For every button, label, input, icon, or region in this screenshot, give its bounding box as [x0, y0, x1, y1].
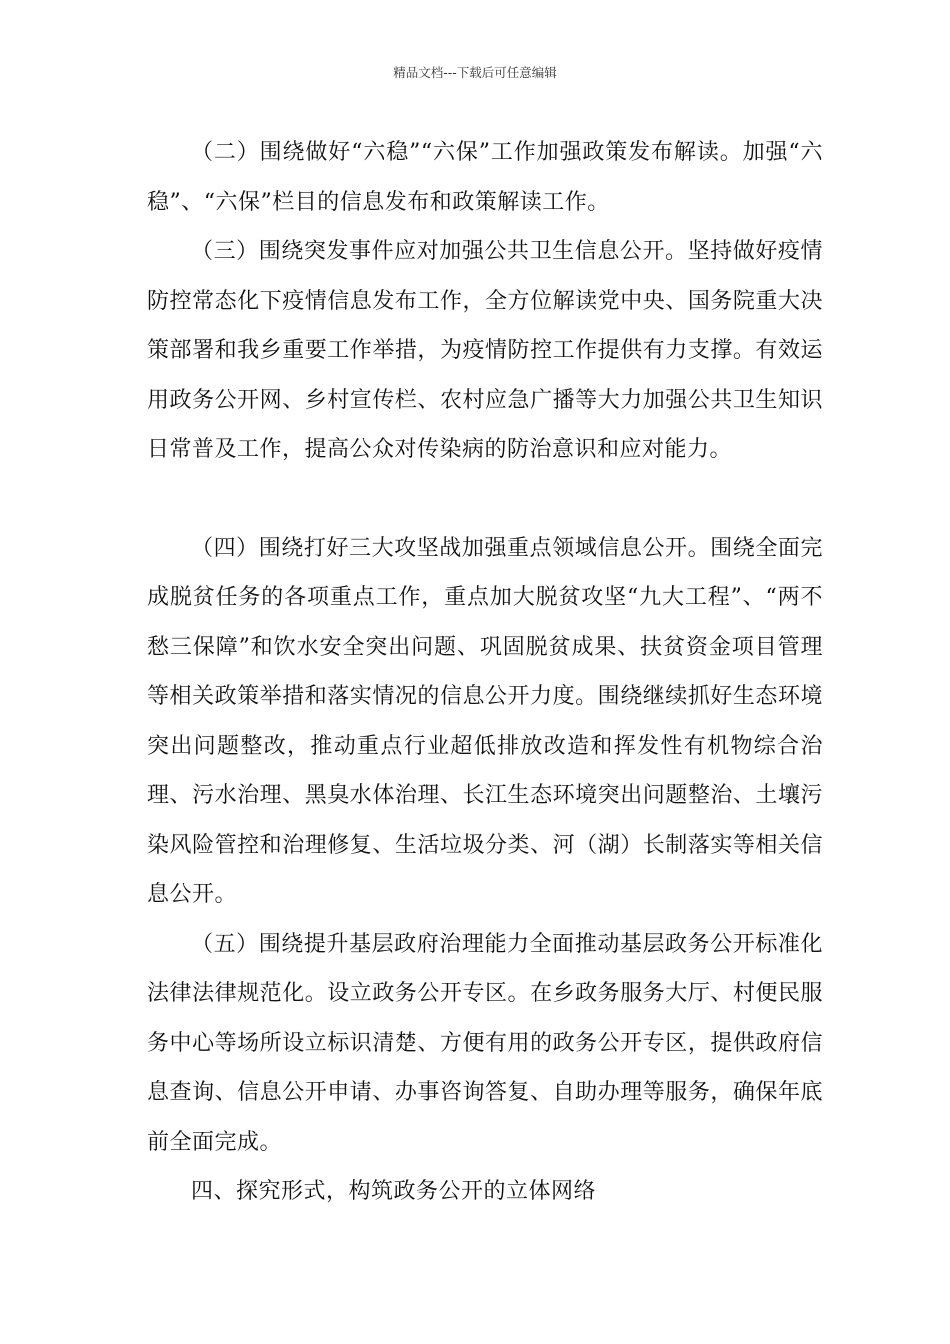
- paragraph-section-4: （四）围绕打好三大攻坚战加强重点领域信息公开。围绕全面完成脱贫任务的各项重点工作，重点加大脱贫攻坚“九大工程”、“两不愁三保障”和饮水安全突出问题、巩固脱贫成果、扶贫资金项目管理等相关政策举措和落实情况的信息公开力度。围绕继续抓好生态环境突出问题整改，推动重点行业超低排放改造和挥发性有机物综合治理、污水治理、黑臭水体治理、长江生态环境突出问题整治、土壤污染风险管控和治理修复、生活垃圾分类、河（湖）长制落实等相关信息公开。: [147, 535, 823, 907]
- document-body: [147, 128, 823, 1217]
- header-note: 精品文档---下载后可任意编辑: [393, 65, 557, 80]
- paragraph-section-3: （三）围绕突发事件应对加强公共卫生信息公开。坚持做好疫情防控常态化下疫情信息发布工作，全方位解读党中央、国务院重大决策部署和我乡重要工作举措，为疫情防控工作提供有力支撑。有效运用政务公开网、乡村宣传栏、农村应急广播等大力加强公共卫生知识日常普及工作，提高公众对传染病的防治意识和应对能力。: [147, 239, 823, 462]
- paragraph-section-2: （二）围绕做好“六稳”“六保”工作加强政策发布解读。加强“六稳”、“六保”栏目的信息发布和政策解读工作。: [147, 140, 823, 215]
- paragraph-section-5: （五）围绕提升基层政府治理能力全面推动基层政务公开标准化法律法律规范化。设立政务公开专区。在乡政务服务大厅、村便民服务中心等场所设立标识清楚、方便有用的政务公开专区，提供政府信息查询、信息公开申请、办事咨询答复、自助办理等服务，确保年底前全面完成。: [147, 931, 823, 1155]
- section-heading-4: 四、探究形式，构筑政务公开的立体网络: [191, 1179, 597, 1204]
